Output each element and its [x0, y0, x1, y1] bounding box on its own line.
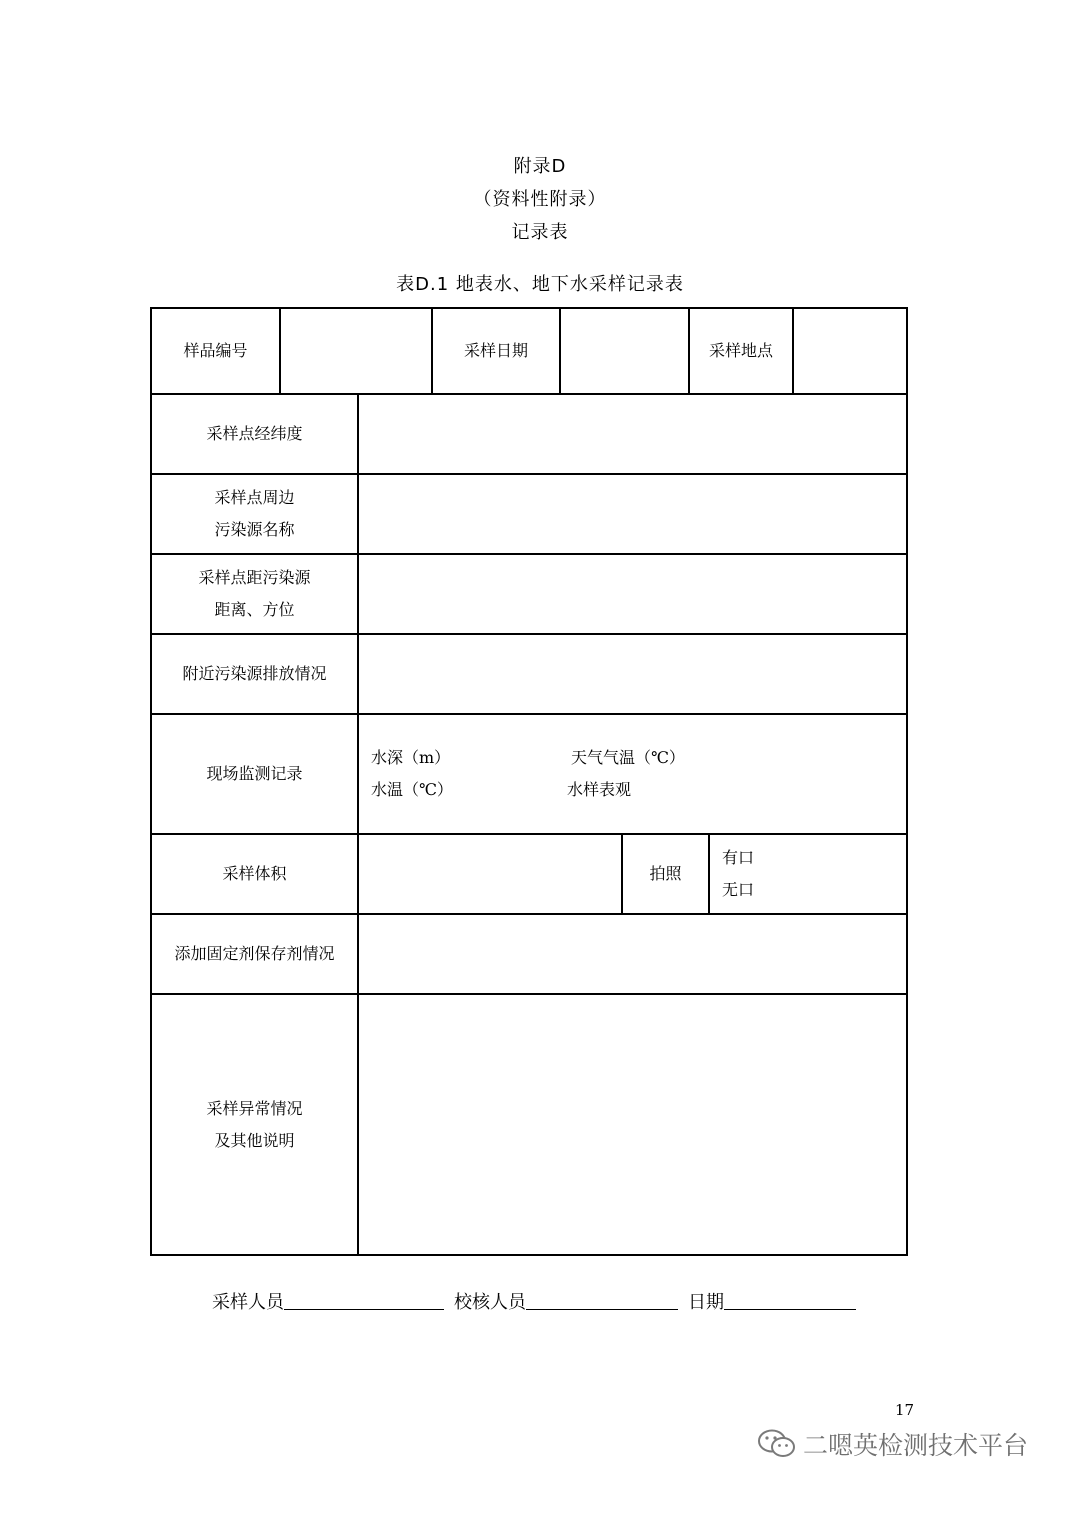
sample-site-label: 采样地点 — [689, 308, 793, 394]
sample-date-field[interactable] — [560, 308, 689, 394]
table-caption: 表D.1 地表水、地下水采样记录表 — [396, 274, 684, 295]
sample-no-label: 样品编号 — [151, 308, 280, 394]
checker-blank[interactable] — [526, 1289, 678, 1310]
discharge-status-field[interactable] — [358, 634, 907, 714]
wechat-icon — [757, 1428, 797, 1460]
water-appearance-label: 水样表观 — [567, 780, 632, 799]
sample-volume-label: 采样体积 — [151, 834, 358, 914]
abnormal-label — [151, 994, 358, 1255]
date-label: 日期 — [688, 1292, 724, 1313]
date-blank[interactable] — [724, 1289, 856, 1310]
section-title: 记录表 — [511, 222, 569, 243]
coordinates-label: 采样点经纬度 — [151, 394, 358, 474]
nearby-source-field[interactable] — [358, 474, 907, 554]
page-number: 17 — [895, 1401, 915, 1419]
source-distance-field[interactable] — [358, 554, 907, 634]
source-distance-label — [151, 554, 358, 634]
signature-line — [212, 1288, 866, 1314]
sample-site-field[interactable] — [793, 308, 907, 394]
field-record-field[interactable] — [358, 714, 907, 834]
watermark-text: 二嗯英检测技术平台 — [803, 1431, 1029, 1460]
appendix-title: 附录D — [513, 156, 567, 177]
sample-no-field[interactable] — [280, 308, 432, 394]
abnormal-label-line2: 及其他说明 — [214, 1130, 295, 1150]
field-record-row-1 — [371, 742, 906, 774]
coordinates-field[interactable] — [358, 394, 907, 474]
nearby-source-label-line2: 污染源名称 — [214, 520, 295, 539]
sample-date-label: 采样日期 — [432, 308, 560, 394]
nearby-source-label — [151, 474, 358, 554]
sample-volume-field[interactable] — [358, 834, 622, 914]
nearby-source-label-line1: 采样点周边 — [214, 488, 295, 507]
checker-label: 校核人员 — [454, 1292, 526, 1313]
photo-no-option[interactable]: 无口 — [722, 880, 755, 899]
field-record-row-2 — [371, 774, 906, 806]
field-record-label: 现场监测记录 — [151, 714, 358, 834]
preservative-label: 添加固定剂保存剂情况 — [151, 914, 358, 994]
photo-options — [709, 834, 907, 914]
discharge-status-label: 附近污染源排放情况 — [151, 634, 358, 714]
preservative-field[interactable] — [358, 914, 907, 994]
water-depth-label: 水深（m） — [371, 748, 451, 767]
source-distance-label-line1: 采样点距污染源 — [198, 568, 311, 587]
abnormal-label-line1: 采样异常情况 — [206, 1098, 303, 1118]
air-temp-label: 天气气温（℃） — [571, 748, 685, 767]
abnormal-field[interactable] — [358, 994, 907, 1255]
appendix-type: （资料性附录） — [473, 189, 607, 210]
sampling-record-table — [150, 307, 908, 1256]
sampler-label: 采样人员 — [212, 1292, 284, 1313]
photo-yes-option[interactable]: 有口 — [722, 848, 755, 867]
photo-label: 拍照 — [622, 834, 709, 914]
sampler-blank[interactable] — [284, 1289, 444, 1310]
water-temp-label: 水温（℃） — [371, 780, 453, 799]
watermark — [757, 1422, 1028, 1466]
source-distance-label-line2: 距离、方位 — [214, 600, 295, 619]
